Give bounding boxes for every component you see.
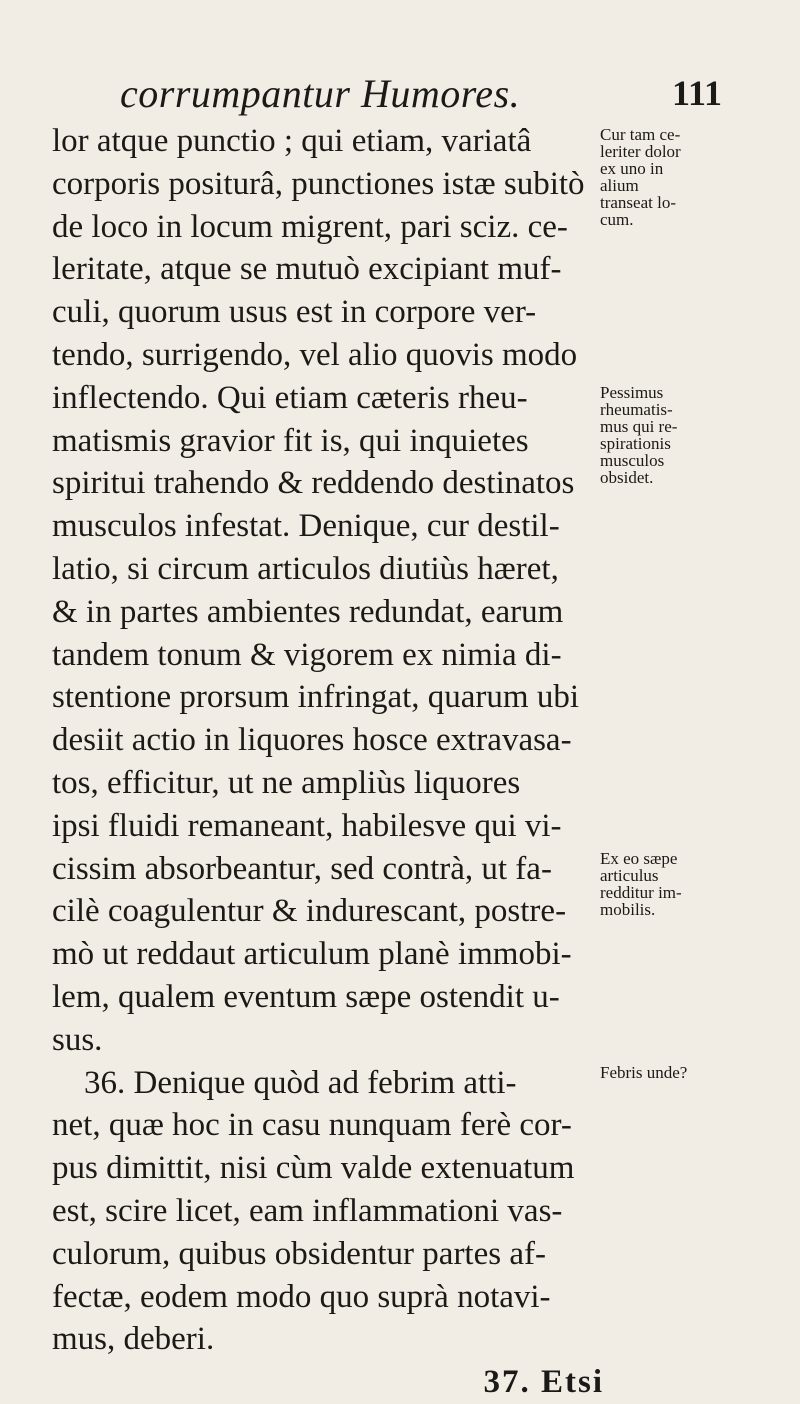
margin-note: Ex eo sæpe articulus redditur im- mobilis.	[600, 849, 682, 919]
text-line: pus dimittit, nisi cùm valde extenuatum	[52, 1150, 575, 1187]
body-text	[52, 120, 612, 1404]
text-line: mus, deberi.	[52, 1321, 215, 1358]
text-line: lem, qualem eventum sæpe ostendit u-	[52, 978, 560, 1015]
text-line: tandem tonum & vigorem ex nimia di-	[52, 636, 562, 673]
text-line: matismis gravior fit is, qui inquietes	[52, 422, 529, 459]
text-line: ipsi fluidi remaneant, habilesve qui vi-	[52, 807, 562, 844]
text-line: tos, efficitur, ut ne ampliùs liquores	[52, 764, 521, 801]
text-line: cissim absorbeantur, sed contrà, ut fa-	[52, 850, 552, 887]
text-line: de loco in locum migrent, pari sciz. ce-	[52, 208, 568, 245]
text-line: desiit actio in liquores hosce extravasa-	[52, 722, 572, 759]
text-line: cilè coagulentur & indurescant, postre-	[52, 893, 567, 930]
text-line: net, quæ hoc in casu nunquam ferè cor-	[52, 1107, 572, 1144]
margin-note: Cur tam ce- leriter dolor ex uno in alium transeat lo- cum.	[600, 125, 681, 229]
text-line: tendo, surrigendo, vel alio quovis modo	[52, 336, 578, 373]
text-line: mò ut reddaut articulum planè immobi-	[52, 936, 572, 973]
page-header	[120, 70, 722, 120]
running-title: corrumpantur Humores.	[120, 71, 521, 116]
text-line: corporis positurâ, punctiones istæ subitò	[52, 165, 585, 202]
text-line: fectæ, eodem modo quo suprà notavi-	[52, 1278, 551, 1315]
text-line: leritate, atque se mutuò excipiant muf-	[52, 251, 562, 288]
text-line: est, scire licet, eam inflammationi vas-	[52, 1192, 563, 1229]
text-line: culorum, quibus obsidentur partes af-	[52, 1235, 546, 1272]
margin-note: Febris unde?	[600, 1063, 688, 1082]
text-line: sus.	[52, 1021, 103, 1058]
text-line: inflectendo. Qui etiam cæteris rheu-	[52, 379, 528, 416]
text-line: stentione prorsum infringat, quarum ubi	[52, 679, 579, 716]
text-line: latio, si circum articulos diutiùs hæret,	[52, 550, 559, 587]
section-36-first-line: 36. Denique quòd ad febrim atti-	[84, 1064, 517, 1101]
page-number: 111	[671, 73, 722, 113]
text-line: lor atque punctio ; qui etiam, variatâ	[52, 123, 532, 159]
catchword: 37. Etsi	[483, 1364, 604, 1401]
text-line: & in partes ambientes redundat, earum	[52, 593, 564, 630]
margin-note: Pessimus rheumatis- mus qui re- spirationis musculos obsidet.	[600, 383, 678, 487]
text-line: spiritui trahendo & reddendo destinatos	[52, 465, 575, 502]
text-line: culi, quorum usus est in corpore ver-	[52, 294, 537, 331]
text-line: musculos infestat. Denique, cur destil-	[52, 508, 560, 545]
